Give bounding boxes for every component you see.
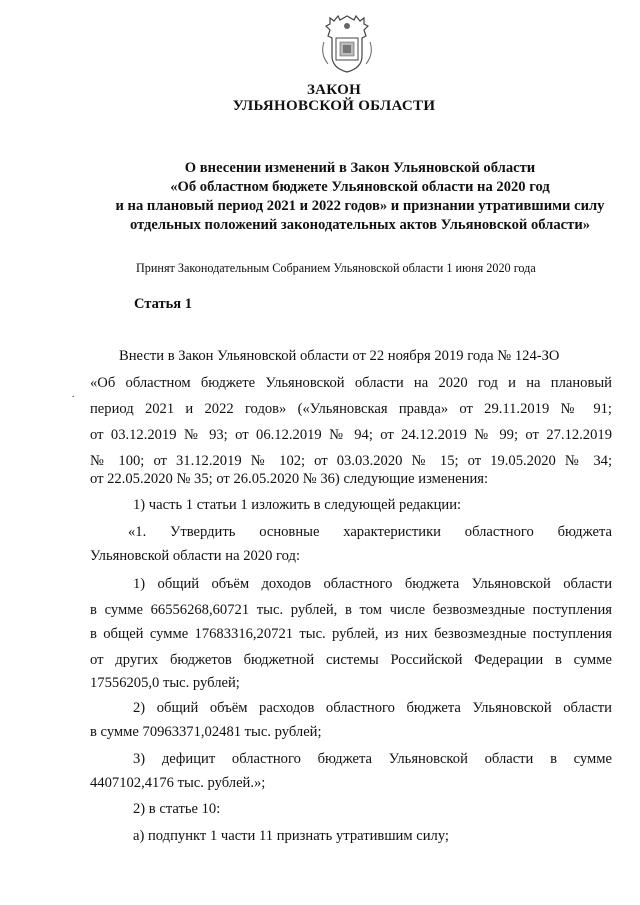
- subitem-line: 17556205,0 тыс. рублей;: [90, 675, 240, 691]
- subitem-line: 3) дефицит областного бюджета Ульяновской области в сумме: [133, 751, 612, 767]
- subitem-line: 4407102,4176 тыс. рублей.»;: [90, 775, 266, 791]
- list-item: 1) часть 1 статьи 1 изложить в следующей редакции:: [133, 497, 462, 513]
- subitem-line: в сумме 70963371,02481 тыс. рублей;: [90, 724, 322, 740]
- subitem-line: 2) общий объём расходов областного бюджета Ульяновской области: [133, 700, 612, 716]
- subitem-line: от других бюджетов бюджетной системы Российской Федерации в сумме: [90, 652, 612, 668]
- region-title: УЛЬЯНОВСКОЙ ОБЛАСТИ: [232, 98, 436, 114]
- subject-line-1: О внесении изменений в Закон Ульяновской области: [184, 160, 536, 176]
- subject-line-2: «Об областном бюджете Ульяновской области на 2020 год: [170, 179, 550, 195]
- paragraph-line: от 22.05.2020 № 35; от 26.05.2020 № 36) следующие изменения:: [90, 471, 489, 487]
- coat-of-arms-emblem: [318, 12, 376, 74]
- list-item: 2) в статье 10:: [133, 801, 221, 817]
- subitem-line: 1) общий объём доходов областного бюджета Ульяновской области: [133, 576, 612, 592]
- paragraph-line: Внести в Закон Ульяновской области от 22 ноября 2019 года № 124-ЗО: [119, 348, 560, 364]
- paragraph-line: № 100; от 31.12.2019 № 102; от 03.03.2020 № 15; от 19.05.2020 № 34;: [90, 453, 612, 469]
- paragraph-line: от 03.12.2019 № 93; от 06.12.2019 № 94; от 24.12.2019 № 99; от 27.12.2019: [90, 427, 612, 443]
- subitem-line: в сумме 66556268,60721 тыс. рублей, в том числе безвозмездные поступления: [90, 602, 612, 618]
- list-item: а) подпункт 1 части 11 признать утратившим силу;: [133, 828, 449, 844]
- document-type-title: ЗАКОН: [306, 82, 362, 98]
- paragraph-line: период 2021 и 2022 годов» («Ульяновская правда» от 29.11.2019 № 91;: [90, 401, 612, 417]
- subitem-line: в общей сумме 17683316,20721 тыс. рублей, из них безвозмездные поступления: [90, 626, 612, 642]
- subject-line-3: и на плановый период 2021 и 2022 годов» и признании утратившими силу: [115, 198, 605, 214]
- subject-line-4: отдельных положений законодательных актов Ульяновской области»: [129, 217, 591, 233]
- article-heading: Статья 1: [134, 296, 192, 312]
- adoption-note: Принят Законодательным Собранием Ульяновской области 1 июня 2020 года: [136, 261, 536, 275]
- quote-line: «1. Утвердить основные характеристики областного бюджета: [128, 524, 612, 540]
- quote-line: Ульяновской области на 2020 год:: [90, 548, 301, 564]
- paragraph-line: «Об областном бюджете Ульяновской области на 2020 год и на плановый: [90, 375, 612, 391]
- margin-mark: ˙: [71, 392, 76, 407]
